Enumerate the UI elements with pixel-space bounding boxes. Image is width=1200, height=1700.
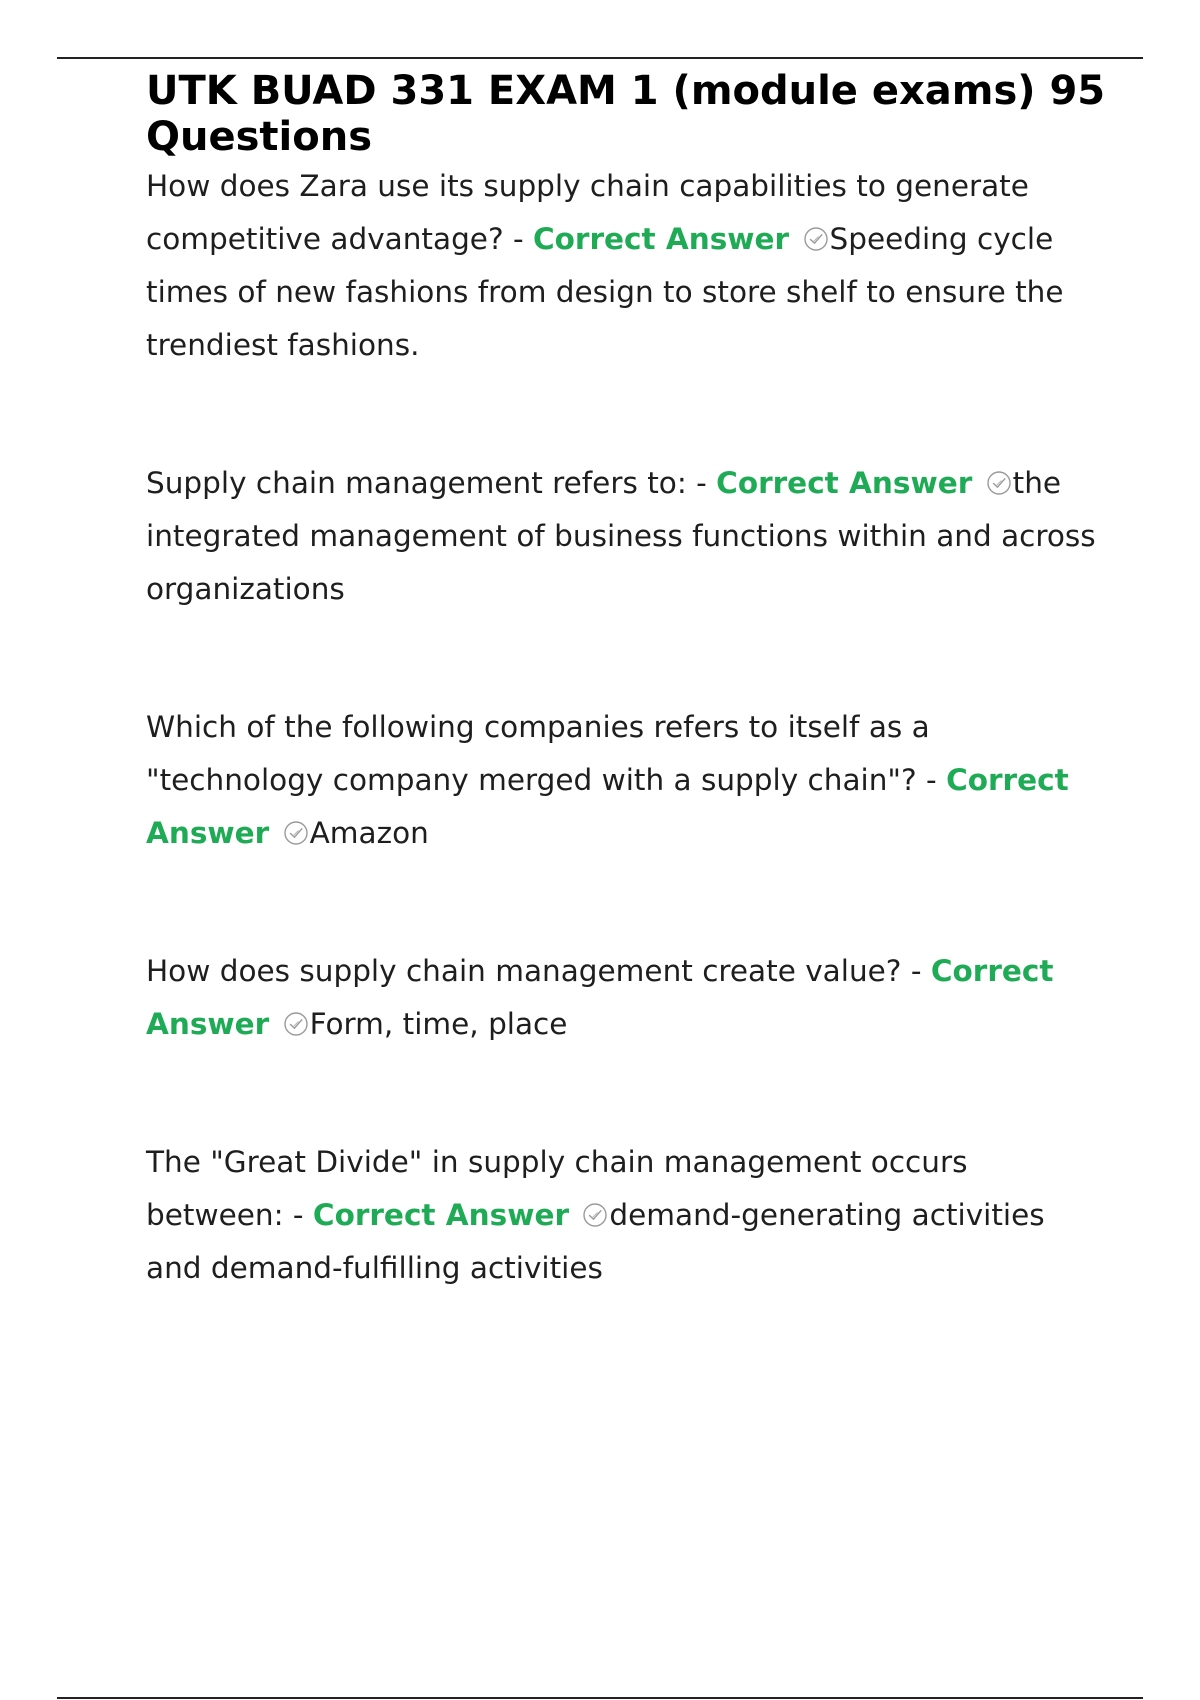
- correct-answer-label: Correct Answer: [146, 954, 1054, 1041]
- document-body: [146, 68, 1106, 1295]
- correct-answer-label: Correct Answer: [716, 466, 973, 500]
- question-text: Which of the following companies refers to itself as a "technology company merged with a supply chain"?: [146, 710, 930, 797]
- check-circle-icon: [283, 1011, 309, 1037]
- document-title: UTK BUAD 331 EXAM 1 (module exams) 95 Questions: [146, 68, 1106, 160]
- question-text: How does Zara use its supply chain capabilities to generate competitive advantage?: [146, 169, 1029, 256]
- separator: -: [503, 222, 534, 256]
- answer-text: the integrated management of business functions within and across organizations: [146, 466, 1096, 606]
- question-item: [146, 457, 1106, 616]
- check-circle-icon: [986, 470, 1012, 496]
- header-rule: [57, 57, 1143, 59]
- check-circle-icon: [582, 1202, 608, 1228]
- separator: -: [283, 1198, 313, 1232]
- answer-text: demand-generating activities and demand-fulfilling activities: [146, 1198, 1045, 1285]
- correct-answer-label: Correct Answer: [312, 1198, 570, 1232]
- check-circle-icon: [283, 820, 309, 846]
- correct-answer-label: Correct Answer: [146, 763, 1069, 850]
- check-circle-icon: [803, 226, 829, 252]
- answer-text: Speeding cycle times of new fashions from design to store shelf to ensure the trendiest fashions.: [146, 222, 1064, 362]
- question-text: Supply chain management refers to:: [146, 466, 687, 500]
- question-item: [146, 701, 1106, 860]
- separator: -: [916, 763, 947, 797]
- question-text: How does supply chain management create value?: [146, 954, 902, 988]
- separator: -: [901, 954, 931, 988]
- correct-answer-label: Correct Answer: [533, 222, 790, 256]
- separator: -: [686, 466, 717, 500]
- question-item: [146, 1136, 1106, 1295]
- answer-text: Form, time, place: [309, 1007, 568, 1041]
- question-item: [146, 160, 1106, 372]
- question-item: [146, 945, 1106, 1051]
- question-text: The "Great Divide" in supply chain management occurs between:: [146, 1145, 968, 1232]
- footer-rule: [57, 1697, 1143, 1699]
- answer-text: Amazon: [309, 816, 429, 850]
